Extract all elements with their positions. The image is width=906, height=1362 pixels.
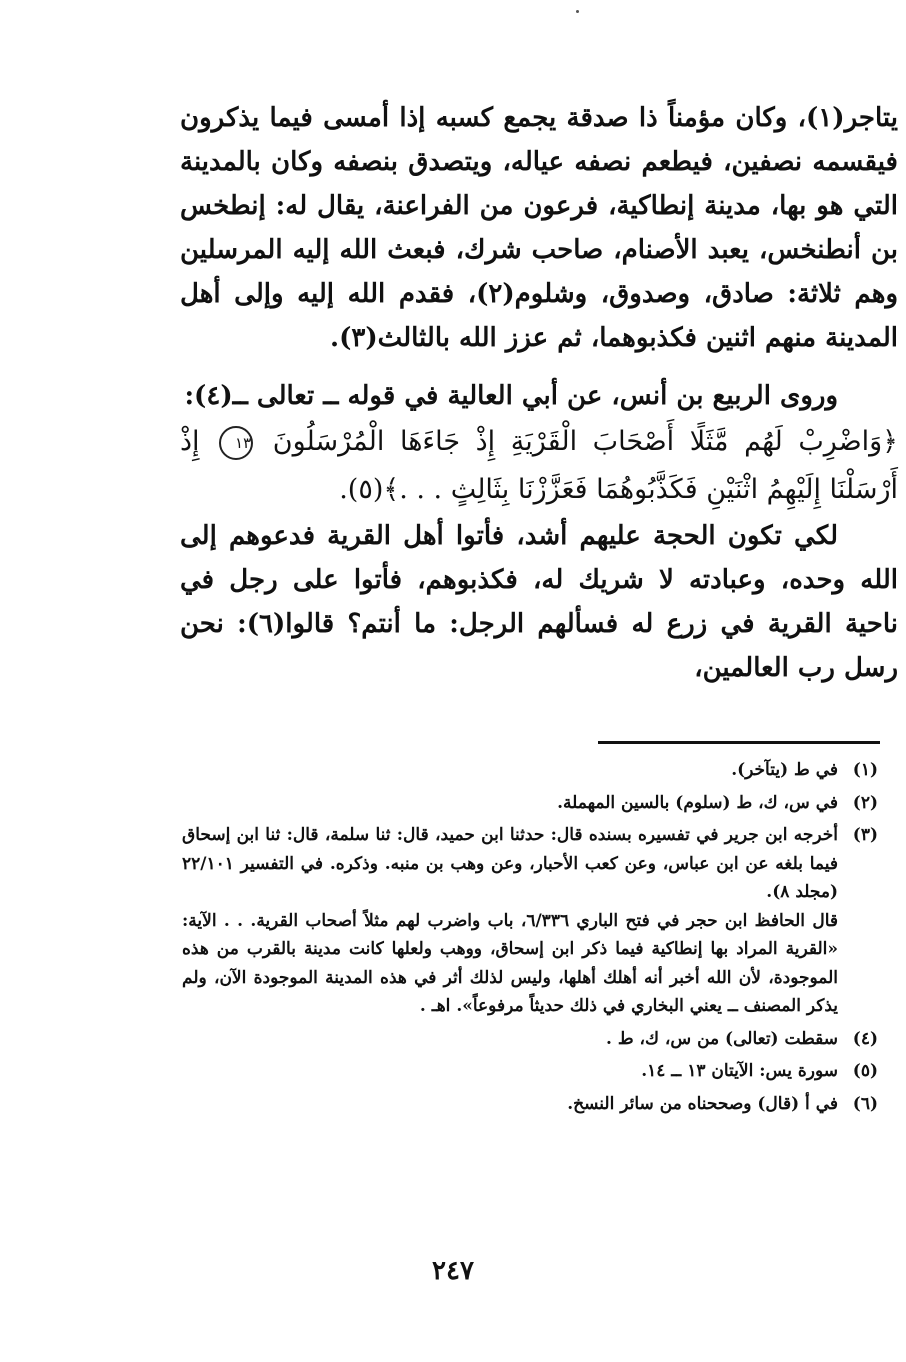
page-number: ٢٤٧ xyxy=(432,1256,474,1286)
footnote-text: قال الحافظ ابن حجر في فتح الباري ٦/٣٣٦، باب واضرب لهم مثلاً أصحاب القرية. . . الآية: «القرية المراد بها إنطاكية فيما ذكر ابن إسحاق، ووهب ولعلها كانت مدينة بالقرب من هذه الموجودة، لأن الله أخبر أنه أهلك أهلها، وليس لذلك أثر في هذه المدينة الموجودة الآن، ولم يذكر المصنف ــ يعني البخاري في ذلك حديثاً مرفوعاً». اهـ . xyxy=(182,910,839,1016)
footnote-1 xyxy=(182,756,878,785)
footnote-number: (٢) xyxy=(852,792,878,813)
footnotes xyxy=(182,756,878,1122)
footnote-number: (٣) xyxy=(852,825,878,845)
scan-speck xyxy=(576,10,579,13)
footnote-number: (٥) xyxy=(852,1061,878,1081)
footnote-2 xyxy=(182,789,878,818)
main-text xyxy=(180,96,898,690)
quran-verse-part-2: إِذْ أَرْسَلْنَا إِلَيْهِمُ اثْنَيْنِ فَكَذَّبُوهُمَا فَعَزَّزْنَا بِثَالِثٍ . . .﴾(٥). xyxy=(180,426,898,505)
footnote-number: (٦) xyxy=(852,1093,878,1114)
quran-verse xyxy=(180,418,898,514)
footnote-3 xyxy=(182,821,878,1021)
quran-verse-part-1: ﴿وَاضْرِبْ لَهُم مَّثَلًا أَصْحَابَ الْقَرْيَةِ إِذْ جَاءَهَا الْمُرْسَلُونَ xyxy=(272,426,898,457)
footnote-separator xyxy=(598,741,880,744)
footnote-number: (١) xyxy=(852,760,878,780)
footnote-number: (٤) xyxy=(852,1028,878,1049)
paragraph-2: وروى الربيع بن أنس، عن أبي العالية في قوله ــ تعالى ــ(٤): xyxy=(184,381,838,411)
footnote-text: في س، ك، ط (سلوم) بالسين المهملة. xyxy=(557,792,838,813)
footnote-6 xyxy=(182,1090,878,1119)
paragraph-3: لكي تكون الحجة عليهم أشد، فأتوا أهل القرية فدعوهم إلى الله وحده، وعبادته لا شريك له، فكذبوهم، فأتوا على رجل في ناحية القرية في زرع له فسألهم الرجل: ما أنتم؟ قالوا(٦): نحن رسل رب العالمين، xyxy=(180,521,899,683)
footnote-text: في ط (يتآخر). xyxy=(731,760,838,780)
paragraph-1: يتاجر(١)، وكان مؤمناً ذا صدقة يجمع كسبه إذا أمسى فيما يذكرون فيقسمه نصفين، فيطعم نصفه عياله، ويتصدق بنصفه وكان بالمدينة التي هو بها، مدينة إنطاكية، فرعون من الفراعنة، يقال له: إنطخس بن أنطنخس، يعبد الأصنام، صاحب شرك، فبعث الله إليه المرسلين وهم ثلاثة: صادق، وصدوق، وشلوم(٢)، فقدم الله إليه وإلى أهل المدينة منهم اثنين فكذبوهما، ثم عزز الله بالثالث(٣). xyxy=(180,103,898,353)
footnote-4 xyxy=(182,1025,878,1054)
footnote-text: سقطت (تعالى) من س، ك، ط . xyxy=(606,1028,838,1049)
footnote-text: أخرجه ابن جرير في تفسيره بسنده قال: حدثنا ابن حميد، قال: ثنا سلمة، قال: ثنا ابن إسحاق فيما بلغه عن ابن عباس، وعن كعب الأحبار، وعن وهب بن منبه. وذكره. في التفسير ٢٢/١٠١ (مجلد ٨). xyxy=(182,825,839,902)
footnote-5 xyxy=(182,1057,878,1086)
footnote-text: سورة يس: الآيتان ١٣ ــ ١٤. xyxy=(641,1061,838,1081)
ayah-number-marker: ١٣ xyxy=(219,426,253,460)
footnote-text: في أ (قال) وصححناه من سائر النسخ. xyxy=(567,1093,838,1114)
